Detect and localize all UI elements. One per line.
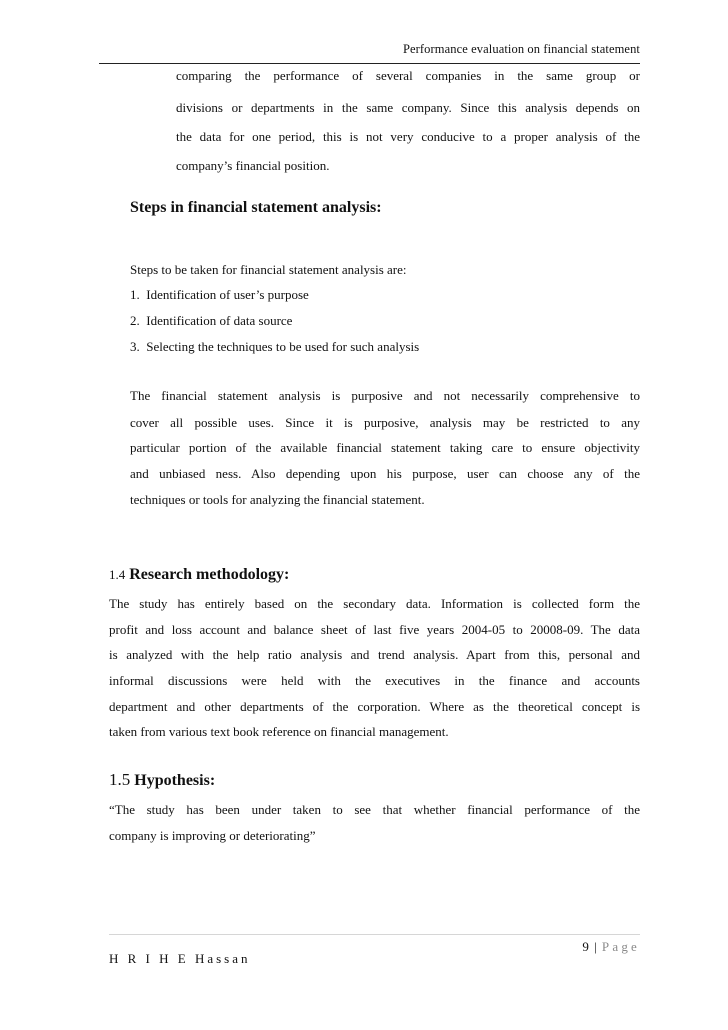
paragraph-line: informal discussions were held with the executives in the finance and accounts	[109, 673, 640, 688]
steps-lead: Steps to be taken for financial statement analysis are:	[130, 262, 407, 277]
paragraph-line: cover all possible uses. Since it is purposive, analysis may be restricted to any	[130, 415, 640, 430]
intro-line: comparing the performance of several companies in the same group or	[176, 68, 640, 83]
list-item-number: 2.	[130, 313, 140, 328]
section-number: 1.5	[109, 770, 131, 789]
paragraph-line: The financial statement analysis is purposive and not necessarily comprehensive to	[130, 388, 640, 403]
list-item-text: Identification of user’s purpose	[146, 287, 309, 302]
footer-author: H R I H E Hassan	[109, 951, 251, 966]
list-item	[130, 313, 292, 329]
section-title: Hypothesis:	[134, 772, 216, 789]
list-item-number: 3.	[130, 339, 140, 354]
paragraph-line: company is improving or deteriorating”	[109, 828, 316, 843]
section-number: 1.4	[109, 567, 126, 582]
paragraph-line: and unbiased ness. Also depending upon his purpose, user can choose any of the	[130, 466, 640, 481]
steps-heading: Steps in financial statement analysis:	[130, 199, 382, 216]
paragraph-line: The study has entirely based on the secondary data. Information is collected form the	[109, 596, 640, 611]
page-separator: |	[594, 939, 598, 954]
footer-divider	[109, 934, 640, 935]
list-item	[130, 339, 419, 355]
paragraph-line: techniques or tools for analyzing the financial statement.	[130, 492, 425, 507]
list-item	[130, 287, 309, 303]
intro-line: divisions or departments in the same company. Since this analysis depends on	[176, 100, 640, 115]
page-indicator	[582, 939, 640, 955]
paragraph-line: taken from various text book reference on financial management.	[109, 724, 449, 739]
research-heading	[109, 566, 289, 584]
section-title: Research methodology:	[129, 566, 290, 583]
hypothesis-heading	[109, 770, 215, 790]
intro-line: company’s financial position.	[176, 158, 330, 173]
page-word: Page	[601, 939, 640, 954]
paragraph-line: department and other departments of the corporation. Where as the theoretical concept is	[109, 699, 640, 714]
intro-line: the data for one period, this is not very conducive to a proper analysis of the	[176, 129, 640, 144]
paragraph-line: particular portion of the available financial statement taking care to ensure objectivity	[130, 440, 640, 455]
paragraph-line: is analyzed with the help ratio analysis and trend analysis. Apart from this, personal and	[109, 647, 640, 662]
page-number: 9	[582, 939, 590, 954]
list-item-text: Selecting the techniques to be used for such analysis	[146, 339, 420, 354]
running-header-title: Performance evaluation on financial statement	[402, 42, 640, 56]
paragraph-line: profit and loss account and balance sheet of last five years 2004-05 to 20008-09. The data	[109, 622, 640, 637]
list-item-number: 1.	[130, 287, 140, 302]
paragraph-line: “The study has been under taken to see that whether financial performance of the	[109, 802, 640, 817]
list-item-text: Identification of data source	[146, 313, 293, 328]
